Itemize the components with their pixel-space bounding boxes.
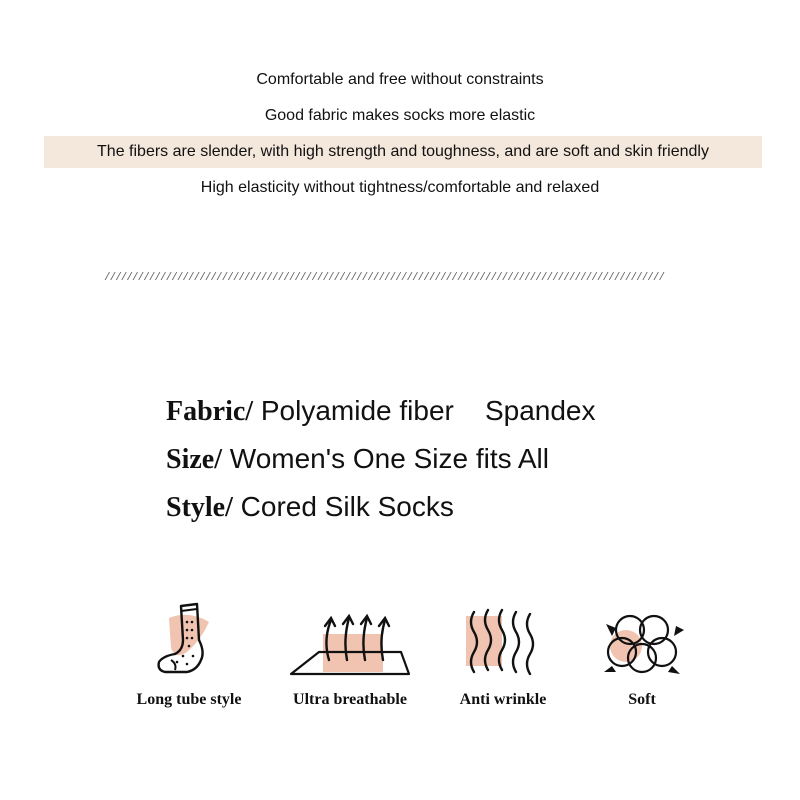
breathable-arrows-icon: [285, 600, 415, 680]
spec-size-key: Size/: [166, 444, 222, 475]
spec-size: [166, 442, 549, 477]
feature-ultra-breathable-label: Ultra breathable: [293, 691, 407, 708]
cotton-ball-icon: [592, 600, 692, 680]
spec-size-value: Women's One Size fits All: [229, 443, 549, 474]
feature-long-tube-label: Long tube style: [136, 691, 242, 708]
spec-style: [166, 490, 454, 525]
feature-soft: [557, 600, 727, 710]
spec-fabric: [166, 394, 596, 429]
wavy-lines-icon: [458, 600, 548, 680]
spec-style-key: Style/: [166, 492, 233, 523]
sock-icon: [149, 600, 229, 680]
spec-fabric-value: Polyamide fiber Spandex: [260, 395, 596, 426]
feature-ultra-breathable: [265, 600, 435, 710]
tagline-comfortable: Comfortable and free without constraints: [256, 71, 544, 88]
spec-fabric-key: Fabric/: [166, 396, 254, 427]
feature-soft-label: Soft: [628, 691, 656, 708]
slash-divider: ////////////////////////////////////////////////////////////////////////////////////////////////////: [104, 272, 665, 284]
spec-style-value: Cored Silk Socks: [240, 491, 454, 522]
tagline-high-elasticity: High elasticity without tightness/comfortable and relaxed: [200, 179, 600, 196]
tagline-fibers-highlighted: The fibers are slender, with high strength and toughness, and are soft and skin friendly: [44, 136, 762, 168]
feature-anti-wrinkle-label: Anti wrinkle: [459, 691, 547, 708]
tagline-good-fabric: Good fabric makes socks more elastic: [264, 107, 536, 124]
feature-long-tube: [104, 600, 274, 710]
